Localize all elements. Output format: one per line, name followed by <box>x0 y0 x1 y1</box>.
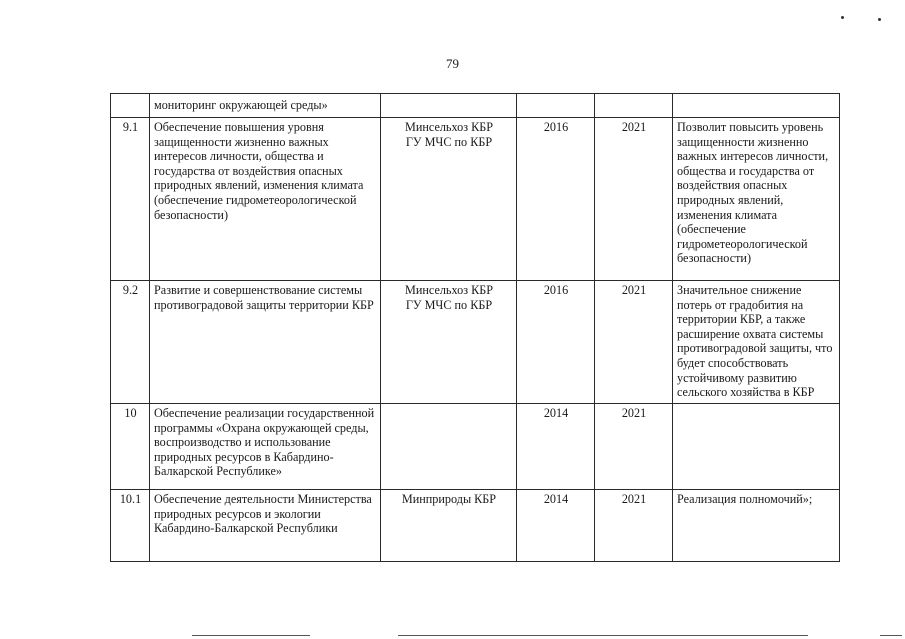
measure-executor <box>381 404 517 490</box>
page-number: 79 <box>446 56 459 71</box>
measure-result <box>673 404 840 490</box>
measure-end-year: 2021 <box>595 490 673 562</box>
footer-rule <box>880 635 902 636</box>
measure-title: Развитие и совершенствование системы противоградовой защиты территории КБР <box>150 281 381 404</box>
measure-executor: Минсельхоз КБР ГУ МЧС по КБР <box>381 118 517 281</box>
measures-table <box>110 93 840 562</box>
measure-end-year: 2021 <box>595 281 673 404</box>
row-number: 9.2 <box>111 281 150 404</box>
footer-rule <box>398 635 808 636</box>
measure-end-year: 2021 <box>595 118 673 281</box>
row-number: 10.1 <box>111 490 150 562</box>
measure-start-year <box>517 94 595 118</box>
scan-speck <box>878 18 881 21</box>
table-row <box>111 94 840 118</box>
measure-result: Реализация полномочий»; <box>673 490 840 562</box>
row-number: 9.1 <box>111 118 150 281</box>
measure-end-year <box>595 94 673 118</box>
measure-title: Обеспечение деятельности Министерства природных ресурсов и экологии Кабардино-Балкарской Республики <box>150 490 381 562</box>
measure-start-year: 2016 <box>517 281 595 404</box>
table-row <box>111 490 840 562</box>
measure-result: Позволит повысить уровень защищенности жизненно важных интересов личности, общества и государства от воздействия опасных природных явлений, изменения климата (обеспечение гидрометеорологической безопасности) <box>673 118 840 281</box>
measure-title: Обеспечение повышения уровня защищенности жизненно важных интересов личности, общества и государства от воздействия опасных природных явлений, изменения климата (обеспечение гидрометеорологической безопасности) <box>150 118 381 281</box>
measure-end-year: 2021 <box>595 404 673 490</box>
measure-result: Значительное снижение потерь от градобития на территории КБР, а также расширение охвата системы противоградовой защиты, что будет способствовать устойчивому развитию сельского хозяйства в КБР <box>673 281 840 404</box>
table-row <box>111 281 840 404</box>
measure-result <box>673 94 840 118</box>
measure-start-year: 2014 <box>517 404 595 490</box>
measure-executor: Минсельхоз КБР ГУ МЧС по КБР <box>381 281 517 404</box>
table-row <box>111 404 840 490</box>
measure-start-year: 2016 <box>517 118 595 281</box>
row-number <box>111 94 150 118</box>
measure-executor: Минприроды КБР <box>381 490 517 562</box>
measure-title: Обеспечение реализации государственной программы «Охрана окружающей среды, воспроизводство и использование природных ресурсов в Кабардино-Балкарской Республике» <box>150 404 381 490</box>
footer-rule <box>192 635 310 636</box>
row-number: 10 <box>111 404 150 490</box>
measure-executor <box>381 94 517 118</box>
scan-speck <box>841 16 844 19</box>
measure-title: мониторинг окружающей среды» <box>150 94 381 118</box>
measure-start-year: 2014 <box>517 490 595 562</box>
table-row <box>111 118 840 281</box>
